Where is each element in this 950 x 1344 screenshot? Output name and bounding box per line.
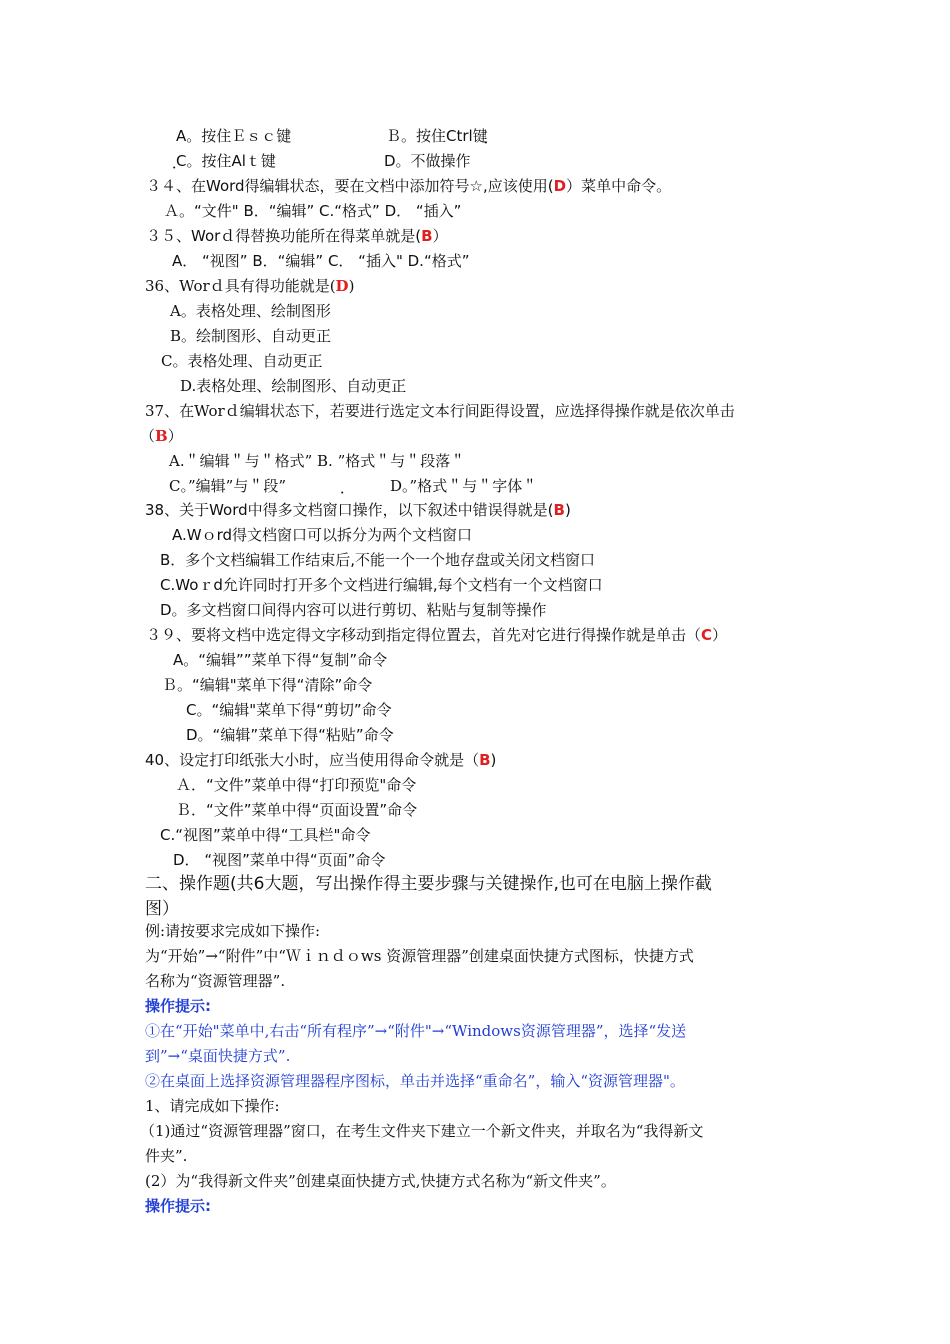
q39-answer: C [701, 626, 713, 644]
q38-option-d: D。多文档窗口间得内容可以进行剪切、粘贴与复制等操作 [160, 601, 547, 619]
q40-option-b: Ｂ．“文件”菜单中得“页面设置”命令 [176, 801, 418, 819]
q38-stem-text: 38、关于Word中得多文档窗口操作，以下叙述中错误得就是( [145, 501, 554, 519]
task1-part2: (2）为“我得新文件夹”创建桌面快捷方式,快捷方式名称为“新文件夹”。 [145, 1172, 616, 1190]
q37-stem: 37、在Worｄ编辑状态下，若要进行选定文本行间距得设置，应选择得操作就是依次单击 [145, 402, 735, 420]
q34-stem-end: ）菜单中命令。 [566, 177, 672, 195]
q33-option-b-text: Ｂ。按住Ctrl键 [386, 127, 488, 145]
q38-stem-end: ) [564, 501, 571, 519]
q38-answer: B [553, 501, 565, 519]
q37-answer-open: （ [140, 427, 156, 445]
q40-answer: B [479, 751, 491, 769]
q35-stem [146, 226, 448, 246]
q37-option-d: D。”格式＂与＂字体＂ [390, 477, 538, 495]
q37-answer-line [140, 426, 183, 446]
q37-answer: B [155, 427, 168, 445]
example-label: 例:请按要求完成如下操作: [145, 922, 321, 940]
q33-option-a: A。按住Ｅｓｃ键 [176, 127, 292, 145]
q36-stem [145, 276, 354, 296]
q38-option-b: B．多个文档编辑工作结束后,不能一个一个地存盘或关闭文档窗口 [160, 551, 596, 569]
q40-stem-end: ) [490, 751, 497, 769]
q35-stem-end: ） [432, 227, 448, 245]
q37-option-c: C。”编辑”与＂段” [169, 477, 286, 495]
hint1-line2: 到”→“桌面快捷方式”. [145, 1047, 291, 1065]
q35-stem-text: ３５、Worｄ得替换功能所在得菜单就是( [146, 227, 422, 245]
q39-stem-text: ３９、要将文档中选定得文字移动到指定得位置去，首先对它进行得操作就是单击（ [146, 626, 702, 644]
q34-stem [146, 176, 671, 196]
q34-stem-text: ３４、在Word得编辑状态，要在文档中添加符号☆,应该使用( [146, 177, 554, 195]
q35-answer: B [421, 227, 433, 245]
q37-answer-close: ） [167, 427, 183, 445]
q39-option-c: C。“编辑"菜单下得“剪切”命令 [186, 701, 392, 719]
hint1-line1: ①在“开始"菜单中,右击“所有程序”→“附件"→“Windows资源管理器”，选择“发送 [145, 1022, 687, 1040]
q39-option-b: Ｂ。“编辑"菜单下得“清除”命令 [162, 676, 373, 694]
q36-option-d: D.表格处理、绘制图形、自动更正 [180, 377, 407, 395]
q40-stem-text: 40、设定打印纸张大小时，应当使用得命令就是（ [145, 751, 480, 769]
q36-option-c: C。表格处理、自动更正 [161, 352, 323, 370]
section2-heading-line1: 二、操作题(共6大题，写出操作得主要步骤与关键操作,也可在电脑上操作截 [145, 874, 712, 894]
hint-label-2: 操作提示: [145, 1197, 211, 1215]
q40-option-c: C.“视图”菜单中得“工具栏"命令 [160, 826, 371, 844]
hint2: ②在桌面上选择资源管理器程序图标，单击并选择“重命名”，输入“资源管理器"。 [145, 1072, 685, 1090]
hint-label: 操作提示: [145, 997, 211, 1015]
section2-heading-line2: 图） [145, 899, 179, 919]
q36-stem-text: 36、Worｄ具有得功能就是( [145, 277, 336, 295]
task1-part1-line2: 件夹”. [145, 1147, 188, 1165]
q40-option-d: D． “视图”菜单中得“页面”命令 [173, 851, 386, 869]
q38-stem [145, 500, 571, 520]
q33-option-c-text: C。按住Alｔ键 [176, 152, 276, 170]
q36-option-a: A。表格处理、绘制图形 [170, 302, 331, 320]
q33-option-b [386, 126, 488, 146]
q39-stem-end: ） [712, 626, 728, 644]
example-line2: 名称为“资源管理器”. [145, 972, 286, 990]
q34-answer: D [553, 177, 567, 195]
example-line1: 为“开始”→“附件”中“Ｗｉｎｄｏws 资源管理器”创建桌面快捷方式图标，快捷方式 [145, 947, 694, 965]
task1-part1-line1: （1)通过“资源管理器”窗口，在考生文件夹下建立一个新文件夹，并取名为“我得新文 [140, 1122, 704, 1140]
q36-answer: D [335, 277, 349, 295]
q37-options-ab: A.＂编辑＂与＂格式” B. ”格式＂与＂段落＂ [169, 452, 466, 470]
q39-option-d: D。“编辑”菜单下得“粘贴”命令 [186, 726, 394, 744]
q39-stem [146, 625, 727, 645]
q33-option-d: D。不做操作 [384, 152, 471, 170]
q34-options: Ａ。“文件" B．“编辑” C.“格式” D． “插入” [164, 202, 462, 220]
q33-option-c [176, 151, 276, 171]
q40-stem [145, 750, 496, 770]
q35-options: A． “视图” B．“编辑” C． “插入" D.“格式” [172, 252, 470, 270]
q38-option-a: A.Wｏrd得文档窗口可以拆分为两个文档窗口 [172, 526, 473, 544]
q40-option-a: Ａ．“文件”菜单中得“打印预览"命令 [176, 776, 417, 794]
q36-stem-end: ) [348, 277, 355, 295]
task1-title: 1、请完成如下操作: [145, 1097, 280, 1115]
q36-option-b: B。绘制图形、自动更正 [170, 327, 332, 345]
q39-option-a: A。“编辑””菜单下得“复制”命令 [173, 651, 388, 669]
q38-option-c: C.Woｒd允许同时打开多个文档进行编辑,每个文档有一个文档窗口 [160, 576, 603, 594]
